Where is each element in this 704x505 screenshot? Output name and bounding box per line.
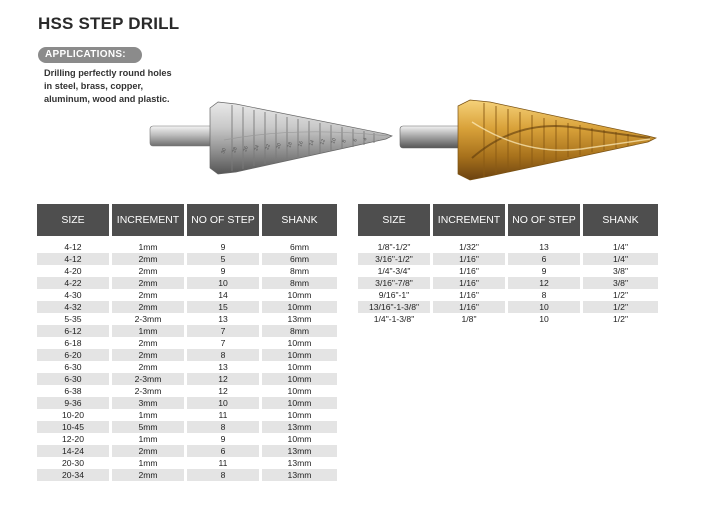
cell-increment: 2mm	[112, 289, 187, 301]
drill-marking: 10	[330, 137, 338, 145]
page-title: HSS STEP DRILL	[38, 14, 180, 33]
cell-no-of-step: 8	[187, 349, 262, 361]
cell-shank: 13mm	[262, 469, 337, 481]
cell-increment: 1/16"	[433, 277, 508, 289]
table-row	[37, 373, 337, 385]
cell-size: 20-34	[37, 469, 112, 481]
cell-increment: 3mm	[112, 397, 187, 409]
cell-shank: 10mm	[262, 397, 337, 409]
header-no-of-step: NO OF STEP	[508, 204, 583, 241]
cell-no-of-step: 10	[187, 397, 262, 409]
table-row	[37, 337, 337, 349]
cell-increment: 2-3mm	[112, 373, 187, 385]
cell-shank: 13mm	[262, 457, 337, 469]
applications-line: in steel, brass, copper,	[44, 81, 144, 91]
cell-size: 6-18	[37, 337, 112, 349]
cell-shank: 1/2"	[583, 289, 658, 301]
cell-no-of-step: 15	[187, 301, 262, 313]
table-row	[37, 241, 337, 253]
table-row	[358, 277, 658, 289]
table-row	[37, 433, 337, 445]
cell-increment: 1mm	[112, 409, 187, 421]
cell-shank: 8mm	[262, 325, 337, 337]
table-row	[358, 253, 658, 265]
cell-size: 4-20	[37, 265, 112, 277]
cell-no-of-step: 11	[187, 457, 262, 469]
cell-no-of-step: 12	[187, 385, 262, 397]
cell-increment: 2mm	[112, 337, 187, 349]
applications-line: aluminum, wood and plastic.	[44, 94, 170, 104]
table-row	[37, 421, 337, 433]
cell-shank: 10mm	[262, 385, 337, 397]
cell-shank: 10mm	[262, 373, 337, 385]
cell-no-of-step: 8	[187, 469, 262, 481]
cell-shank: 6mm	[262, 241, 337, 253]
cell-increment: 1/8"	[433, 313, 508, 325]
cell-increment: 2mm	[112, 349, 187, 361]
cell-shank: 10mm	[262, 433, 337, 445]
cell-increment: 1/16"	[433, 253, 508, 265]
cell-no-of-step: 12	[508, 277, 583, 289]
cell-size: 20-30	[37, 457, 112, 469]
cell-size: 1/8"-1/2"	[358, 241, 433, 253]
drill-marking: 28	[231, 146, 239, 154]
header-shank: SHANK	[583, 204, 658, 241]
cell-increment: 1/16"	[433, 289, 508, 301]
cell-increment: 2mm	[112, 277, 187, 289]
cell-no-of-step: 10	[187, 277, 262, 289]
table-header-row	[37, 204, 337, 241]
cell-size: 3/16"-7/8"	[358, 277, 433, 289]
cell-increment: 1mm	[112, 325, 187, 337]
drill-marking: 18	[286, 141, 294, 149]
cell-increment: 5mm	[112, 421, 187, 433]
cell-size: 3/16"-1/2"	[358, 253, 433, 265]
drill-marking: 8	[341, 139, 348, 144]
cell-size: 13/16"-1-3/8"	[358, 301, 433, 313]
drill-marking: 6	[352, 138, 359, 143]
cell-increment: 1/16"	[433, 265, 508, 277]
cell-no-of-step: 7	[187, 337, 262, 349]
cell-increment: 1mm	[112, 457, 187, 469]
table-row	[37, 313, 337, 325]
drill-marking: 30	[220, 147, 228, 155]
cell-size: 10-45	[37, 421, 112, 433]
cell-size: 14-24	[37, 445, 112, 457]
cell-no-of-step: 13	[187, 361, 262, 373]
header-increment: INCREMENT	[433, 204, 508, 241]
cell-no-of-step: 13	[187, 313, 262, 325]
cell-size: 6-20	[37, 349, 112, 361]
silver-step-drill-icon	[148, 96, 394, 180]
cell-shank: 13mm	[262, 445, 337, 457]
drill-marking: 12	[319, 138, 327, 146]
header-size: SIZE	[358, 204, 433, 241]
cell-size: 6-12	[37, 325, 112, 337]
cell-size: 6-30	[37, 373, 112, 385]
metric-spec-table	[37, 204, 337, 481]
cell-no-of-step: 11	[187, 409, 262, 421]
cell-size: 1/4"-3/4"	[358, 265, 433, 277]
table-row	[37, 457, 337, 469]
cell-size: 4-12	[37, 241, 112, 253]
cell-size: 6-30	[37, 361, 112, 373]
applications-line: Drilling perfectly round holes	[44, 68, 172, 78]
cell-increment: 2mm	[112, 265, 187, 277]
drill-marking: 14	[308, 139, 316, 147]
cell-no-of-step: 9	[187, 265, 262, 277]
cell-shank: 8mm	[262, 265, 337, 277]
table-row	[358, 301, 658, 313]
cell-size: 4-12	[37, 253, 112, 265]
drill-marking: 26	[242, 145, 250, 153]
drill-marking: 22	[264, 143, 272, 151]
cell-size: 4-30	[37, 289, 112, 301]
header-shank: SHANK	[262, 204, 337, 241]
header-increment: INCREMENT	[112, 204, 187, 241]
cell-shank: 3/8"	[583, 277, 658, 289]
cell-no-of-step: 9	[187, 433, 262, 445]
cell-no-of-step: 12	[187, 373, 262, 385]
table-row	[37, 361, 337, 373]
cell-increment: 1/16"	[433, 301, 508, 313]
table-row	[358, 265, 658, 277]
cell-size: 10-20	[37, 409, 112, 421]
drill-marking: 20	[275, 142, 283, 150]
cell-no-of-step: 5	[187, 253, 262, 265]
table-row	[37, 409, 337, 421]
cell-no-of-step: 9	[187, 241, 262, 253]
drill-marking: 16	[297, 140, 305, 148]
table-row	[37, 253, 337, 265]
cell-no-of-step: 10	[508, 313, 583, 325]
cell-shank: 1/4"	[583, 241, 658, 253]
header-size: SIZE	[37, 204, 112, 241]
cell-size: 4-32	[37, 301, 112, 313]
cell-increment: 2-3mm	[112, 313, 187, 325]
table-row	[37, 325, 337, 337]
cell-increment: 2mm	[112, 445, 187, 457]
cell-no-of-step: 6	[187, 445, 262, 457]
cell-size: 6-38	[37, 385, 112, 397]
gold-tin-step-drill-icon	[398, 98, 660, 182]
table-row	[37, 301, 337, 313]
cell-shank: 13mm	[262, 421, 337, 433]
table-row	[358, 313, 658, 325]
cell-size: 4-22	[37, 277, 112, 289]
table-row	[358, 241, 658, 253]
table-row	[37, 349, 337, 361]
cell-no-of-step: 6	[508, 253, 583, 265]
cell-size: 12-20	[37, 433, 112, 445]
cell-no-of-step: 10	[508, 301, 583, 313]
cell-no-of-step: 14	[187, 289, 262, 301]
cell-increment: 2mm	[112, 253, 187, 265]
table-row	[37, 397, 337, 409]
cell-shank: 10mm	[262, 361, 337, 373]
cell-no-of-step: 13	[508, 241, 583, 253]
cell-shank: 1/2"	[583, 313, 658, 325]
table-row	[37, 265, 337, 277]
cell-increment: 1mm	[112, 433, 187, 445]
cell-no-of-step: 8	[187, 421, 262, 433]
cell-size: 1/4"-1-3/8"	[358, 313, 433, 325]
cell-shank: 8mm	[262, 277, 337, 289]
cell-size: 5-35	[37, 313, 112, 325]
cell-increment: 1/32"	[433, 241, 508, 253]
cell-increment: 2mm	[112, 361, 187, 373]
cell-shank: 1/2"	[583, 301, 658, 313]
header-no-of-step: NO OF STEP	[187, 204, 262, 241]
cell-shank: 10mm	[262, 289, 337, 301]
table-header-row	[358, 204, 658, 241]
cell-size: 9-36	[37, 397, 112, 409]
cell-increment: 2mm	[112, 301, 187, 313]
drill-marking: 4	[362, 137, 369, 142]
cell-shank: 10mm	[262, 349, 337, 361]
table-row	[358, 289, 658, 301]
applications-label: APPLICATIONS:	[38, 47, 142, 63]
cell-shank: 10mm	[262, 337, 337, 349]
imperial-spec-table	[358, 204, 658, 325]
cell-shank: 13mm	[262, 313, 337, 325]
cell-shank: 6mm	[262, 253, 337, 265]
cell-size: 9/16"-1"	[358, 289, 433, 301]
cell-shank: 3/8"	[583, 265, 658, 277]
cell-no-of-step: 9	[508, 265, 583, 277]
cell-increment: 1mm	[112, 241, 187, 253]
cell-no-of-step: 8	[508, 289, 583, 301]
table-row	[37, 277, 337, 289]
cell-no-of-step: 7	[187, 325, 262, 337]
cell-shank: 10mm	[262, 409, 337, 421]
cell-increment: 2mm	[112, 469, 187, 481]
cell-shank: 1/4"	[583, 253, 658, 265]
cell-increment: 2-3mm	[112, 385, 187, 397]
cell-shank: 10mm	[262, 301, 337, 313]
drill-marking: 24	[253, 144, 261, 152]
table-row	[37, 385, 337, 397]
table-row	[37, 445, 337, 457]
table-row	[37, 289, 337, 301]
table-row	[37, 469, 337, 481]
